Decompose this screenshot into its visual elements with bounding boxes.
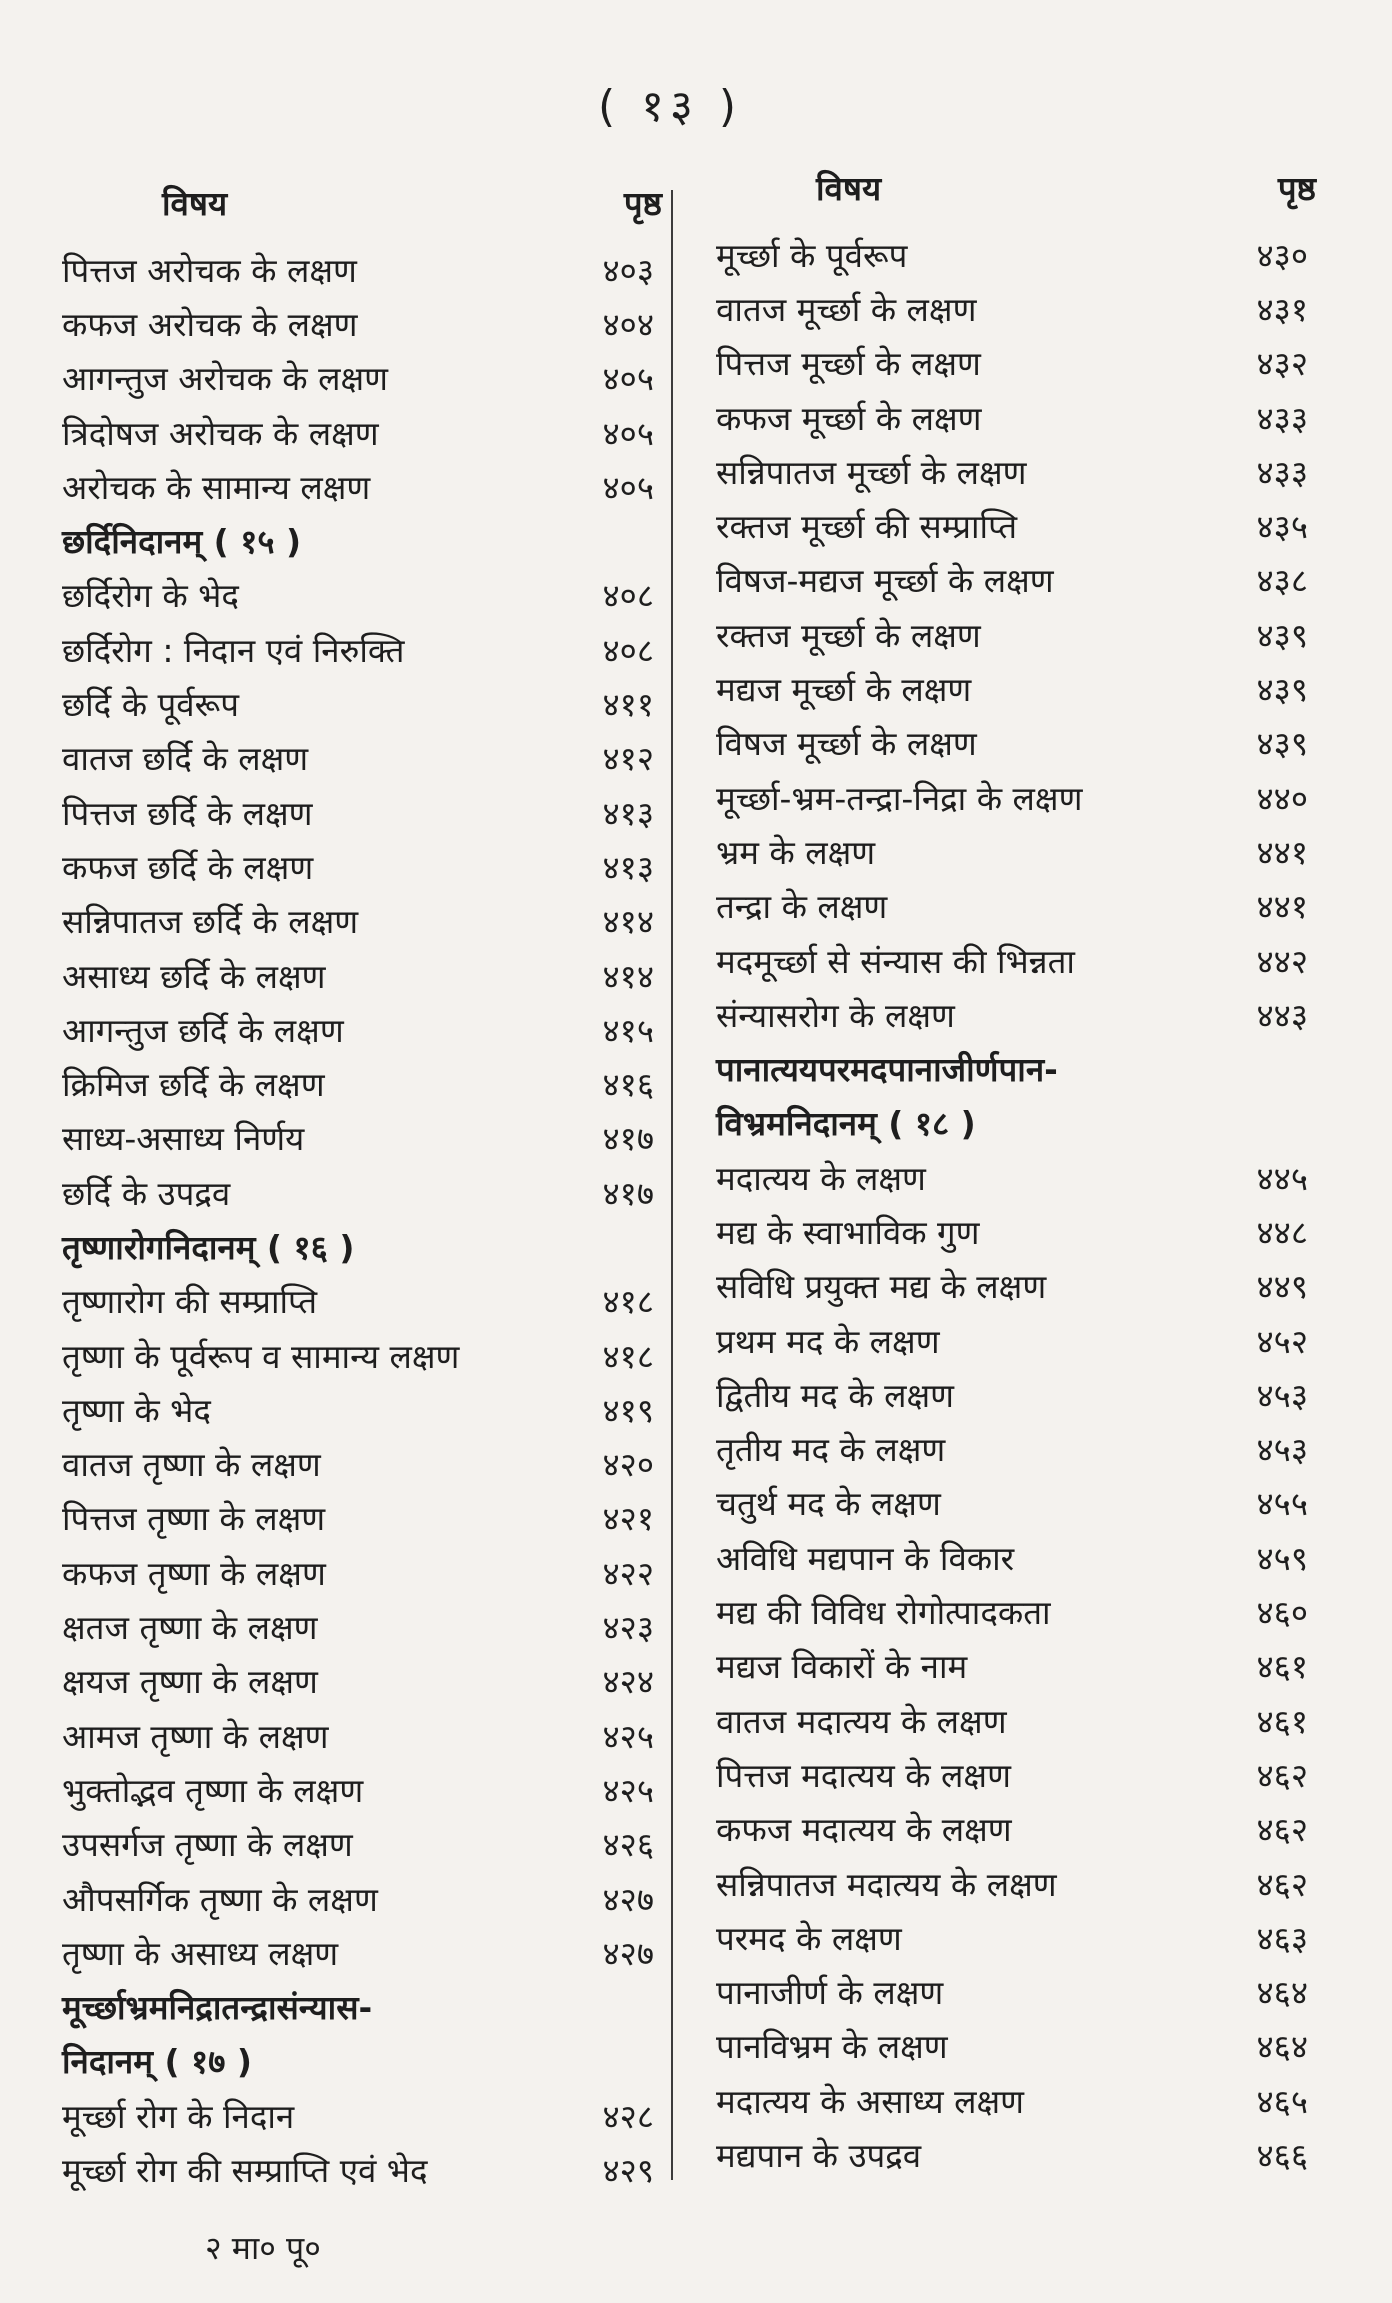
entry-page: ४२७ [602, 1879, 654, 1919]
entry-title: छर्दिरोग के भेद [62, 576, 239, 616]
entry-page: ४१५ [602, 1010, 654, 1050]
entry-title: सविधि प्रयुक्त मद्य के लक्षण [716, 1267, 1047, 1307]
toc-entry [716, 1747, 1316, 1801]
toc-entry [716, 1639, 1316, 1693]
entry-title: पित्तज अरोचक के लक्षण [62, 250, 357, 290]
entry-title: पित्तज मदात्यय के लक्षण [716, 1755, 1011, 1795]
entry-page: ४०५ [602, 467, 654, 507]
entry-page: ४४८ [1256, 1212, 1308, 1252]
entry-title: मद्य के स्वाभाविक गुण [716, 1212, 980, 1252]
entry-title: मूर्च्छा-भ्रम-तन्द्रा-निद्रा के लक्षण [716, 778, 1083, 818]
entry-page: ४६२ [1256, 1755, 1308, 1795]
entry-page: ४६६ [1256, 2136, 1308, 2176]
toc-entry [716, 716, 1316, 770]
entry-title: मूर्च्छा के पूर्वरूप [716, 235, 908, 275]
entry-title: पित्तज छर्दि के लक्षण [62, 793, 313, 833]
toc-entry [716, 498, 1316, 552]
toc-entry [716, 1150, 1316, 1204]
entry-title: छर्दिरोग : निदान एवं निरुक्ति [62, 630, 405, 670]
entry-page: ४३९ [1256, 615, 1308, 655]
toc-entry [62, 1165, 662, 1219]
entry-page: ४१८ [602, 1282, 654, 1322]
toc-entry [716, 336, 1316, 390]
entry-page: ४३१ [1256, 289, 1308, 329]
entry-title: सन्निपातज मूर्च्छा के लक्षण [716, 452, 1027, 492]
toc-entry [716, 1965, 1316, 2019]
entry-title: छर्दिनिदानम् ( १५ ) [62, 522, 302, 562]
entry-page: ४२१ [602, 1499, 654, 1539]
entry-page: ४१२ [602, 739, 654, 779]
entry-page: ४१३ [602, 847, 654, 887]
toc-entry [716, 390, 1316, 444]
entry-page: ४३९ [1256, 724, 1308, 764]
toc-entry [716, 444, 1316, 498]
entry-page: ४३३ [1256, 452, 1308, 492]
entry-page: ४४३ [1256, 995, 1308, 1035]
entry-title: त्रिदोषज अरोचक के लक्षण [62, 413, 379, 453]
entry-title: वातज छर्दि के लक्षण [62, 739, 309, 779]
entry-page: ४१७ [602, 1173, 654, 1213]
entry-page: ४१६ [602, 1065, 654, 1105]
entry-page: ४३९ [1256, 670, 1308, 710]
section-heading [62, 2034, 662, 2088]
toc-entry [716, 553, 1316, 607]
entry-page: ४१४ [602, 956, 654, 996]
entry-page: ४११ [602, 685, 654, 725]
section-heading [716, 1041, 1316, 1095]
entry-title: रक्तज मूर्च्छा के लक्षण [716, 615, 981, 655]
entry-page: ४२६ [602, 1825, 654, 1865]
entry-page: ४४१ [1256, 887, 1308, 927]
entry-page: ४१७ [602, 1119, 654, 1159]
entry-title: असाध्य छर्दि के लक्षण [62, 956, 326, 996]
entry-title: कफज अरोचक के लक्षण [62, 304, 358, 344]
entry-title: मद्यपान के उपद्रव [716, 2136, 922, 2176]
section-heading [62, 1980, 662, 2034]
entry-title: पानात्ययपरमदपानाजीर्णपान- [716, 1050, 1058, 1090]
entry-title: पित्तज मूर्च्छा के लक्षण [716, 344, 981, 384]
toc-entry [62, 948, 662, 1002]
entry-title: पानाजीर्ण के लक्षण [716, 1973, 944, 2013]
entry-page: ४२३ [602, 1608, 654, 1648]
entry-title: रक्तज मूर्च्छा की सम्प्राप्ति [716, 507, 1018, 547]
entry-title: सन्निपातज छर्दि के लक्षण [62, 902, 359, 942]
entry-title: कफज मूर्च्छा के लक्षण [716, 398, 982, 438]
entry-title: वातज तृष्णा के लक्षण [62, 1445, 321, 1485]
toc-entry [62, 731, 662, 785]
entry-page: ४०८ [602, 576, 654, 616]
toc-entry [716, 1856, 1316, 1910]
toc-entry [716, 933, 1316, 987]
entry-title: मूर्च्छाभ्रमनिद्रातन्द्रासंन्यास- [62, 1988, 373, 2028]
toc-entry [716, 1313, 1316, 1367]
entry-page: ४२५ [602, 1770, 654, 1810]
entry-page: ४६४ [1256, 1973, 1308, 2013]
entry-page: ४५३ [1256, 1430, 1308, 1470]
toc-entry [62, 1111, 662, 1165]
entry-title: साध्य-असाध्य निर्णय [62, 1119, 305, 1159]
entry-page: ४५३ [1256, 1375, 1308, 1415]
entry-title: भ्रम के लक्षण [716, 832, 876, 872]
entry-page: ४४९ [1256, 1267, 1308, 1307]
entry-title: तृष्णारोगनिदानम् ( १६ ) [62, 1227, 355, 1267]
entry-page: ४१८ [602, 1336, 654, 1376]
entry-page: ४०५ [602, 413, 654, 453]
toc-entry [62, 1382, 662, 1436]
toc-entry [62, 1817, 662, 1871]
entry-title: मद्यज विकारों के नाम [716, 1647, 968, 1687]
toc-entry [716, 2127, 1316, 2181]
entry-page: ४३३ [1256, 398, 1308, 438]
entry-title: वातज मूर्च्छा के लक्षण [716, 289, 977, 329]
toc-entry [62, 1871, 662, 1925]
entry-page: ४५२ [1256, 1321, 1308, 1361]
entry-title: संन्यासरोग के लक्षण [716, 995, 955, 1035]
right-column [716, 165, 1316, 2182]
toc-entry [716, 879, 1316, 933]
entry-title: कफज मदात्यय के लक्षण [716, 1810, 1012, 1850]
entry-title: अरोचक के सामान्य लक्षण [62, 467, 371, 507]
left-entries [62, 242, 662, 2197]
entry-page: ४१९ [602, 1390, 654, 1430]
toc-entry [716, 1530, 1316, 1584]
entry-page: ४०३ [602, 250, 654, 290]
toc-entry [62, 1599, 662, 1653]
entry-page: ४१३ [602, 793, 654, 833]
entry-page: ४२० [602, 1445, 654, 1485]
left-column-header [62, 180, 662, 242]
toc-entry [62, 2142, 662, 2196]
entry-title: मूर्च्छा रोग के निदान [62, 2096, 295, 2136]
toc-entry [62, 1925, 662, 1979]
entry-page: ४६५ [1256, 2081, 1308, 2121]
entry-page: ४०४ [602, 304, 654, 344]
toc-entry [62, 1545, 662, 1599]
section-heading [716, 1096, 1316, 1150]
entry-title: छर्दि के पूर्वरूप [62, 685, 240, 725]
entry-title: मदमूर्च्छा से संन्यास की भिन्नता [716, 941, 1075, 981]
toc-entry [716, 987, 1316, 1041]
entry-title: आगन्तुज अरोचक के लक्षण [62, 359, 389, 399]
entry-page: ४२५ [602, 1716, 654, 1756]
toc-entry [62, 2088, 662, 2142]
entry-title: तृष्णा के असाध्य लक्षण [62, 1933, 339, 1973]
column-divider [671, 190, 673, 2180]
entry-title: तृष्णारोग की सम्प्राप्ति [62, 1282, 318, 1322]
entry-page: ४४२ [1256, 941, 1308, 981]
toc-entry [716, 227, 1316, 281]
entry-title: मदात्यय के असाध्य लक्षण [716, 2081, 1024, 2121]
entry-page: ४४० [1256, 778, 1308, 818]
entry-page: ४६४ [1256, 2027, 1308, 2067]
page-heading: पृष्ठ [1277, 169, 1316, 208]
entry-title: मूर्च्छा रोग की सम्प्राप्ति एवं भेद [62, 2151, 428, 2191]
toc-entry [62, 894, 662, 948]
entry-page: ४३२ [1256, 344, 1308, 384]
entry-title: मद्य की विविध रोगोत्पादकता [716, 1593, 1051, 1633]
entry-title: परमद के लक्षण [716, 1918, 902, 1958]
entry-title: मद्यज मूर्च्छा के लक्षण [716, 670, 972, 710]
entry-page: ४६१ [1256, 1647, 1308, 1687]
entry-page: ४६२ [1256, 1810, 1308, 1850]
entry-title: निदानम् ( १७ ) [62, 2042, 252, 2082]
page-heading: पृष्ठ [623, 184, 662, 223]
entry-title: कफज तृष्णा के लक्षण [62, 1553, 326, 1593]
entry-page: ४६२ [1256, 1864, 1308, 1904]
entry-title: क्षयज तृष्णा के लक्षण [62, 1662, 318, 1702]
toc-entry [62, 1274, 662, 1328]
entry-title: आगन्तुज छर्दि के लक्षण [62, 1010, 344, 1050]
toc-entry [716, 1367, 1316, 1421]
toc-entry [716, 1693, 1316, 1747]
toc-entry [716, 607, 1316, 661]
toc-entry [716, 770, 1316, 824]
toc-entry [716, 824, 1316, 878]
entry-title: तृतीय मद के लक्षण [716, 1430, 946, 1470]
entry-title: औपसर्गिक तृष्णा के लक्षण [62, 1879, 378, 1919]
entry-page: ४४१ [1256, 832, 1308, 872]
entry-page: ४२८ [602, 2096, 654, 2136]
entry-title: तन्द्रा के लक्षण [716, 887, 888, 927]
entry-title: तृष्णा के पूर्वरूप व सामान्य लक्षण [62, 1336, 460, 1376]
entry-page: ४२७ [602, 1933, 654, 1973]
entry-page: ४२९ [602, 2151, 654, 2191]
entry-page: ४४५ [1256, 1158, 1308, 1198]
entry-page: ४३५ [1256, 507, 1308, 547]
toc-entry [716, 1476, 1316, 1530]
entry-title: भुक्तोद्भव तृष्णा के लक्षण [62, 1770, 364, 1810]
entry-title: क्षतज तृष्णा के लक्षण [62, 1608, 318, 1648]
toc-entry [62, 1762, 662, 1816]
entry-title: छर्दि के उपद्रव [62, 1173, 231, 1213]
right-column-header [716, 165, 1316, 227]
toc-entry [716, 1802, 1316, 1856]
toc-entry [62, 785, 662, 839]
toc-entry [62, 459, 662, 513]
entry-title: पानविभ्रम के लक्षण [716, 2027, 948, 2067]
entry-page: ४१४ [602, 902, 654, 942]
entry-title: आमज तृष्णा के लक्षण [62, 1716, 329, 1756]
entry-page: ४३८ [1256, 561, 1308, 601]
entry-page: ४०८ [602, 630, 654, 670]
toc-entry [62, 1328, 662, 1382]
toc-entry [716, 281, 1316, 335]
entry-title: सन्निपातज मदात्यय के लक्षण [716, 1864, 1057, 1904]
entry-title: अविधि मद्यपान के विकार [716, 1538, 1015, 1578]
section-heading [62, 513, 662, 567]
page-number: ( १३ ) [597, 81, 743, 132]
entry-title: उपसर्गज तृष्णा के लक्षण [62, 1825, 353, 1865]
entry-page: ४६१ [1256, 1701, 1308, 1741]
toc-entry [62, 296, 662, 350]
entry-title: कफज छर्दि के लक्षण [62, 847, 314, 887]
toc-entry [716, 2019, 1316, 2073]
toc-entry [716, 2073, 1316, 2127]
toc-entry [716, 1259, 1316, 1313]
entry-title: वातज मदात्यय के लक्षण [716, 1701, 1007, 1741]
toc-entry [62, 1708, 662, 1762]
entry-title: विषज मूर्च्छा के लक्षण [716, 724, 977, 764]
right-entries [716, 227, 1316, 2182]
entry-page: ४६३ [1256, 1918, 1308, 1958]
toc-entry [716, 661, 1316, 715]
toc-entry [62, 676, 662, 730]
entry-title: चतुर्थ मद के लक्षण [716, 1484, 941, 1524]
toc-entry [62, 1437, 662, 1491]
toc-entry [62, 622, 662, 676]
subject-heading: विषय [816, 169, 882, 208]
entry-page: ४२४ [602, 1662, 654, 1702]
entry-title: प्रथम मद के लक्षण [716, 1321, 940, 1361]
toc-entry [716, 1422, 1316, 1476]
toc-entry [62, 242, 662, 296]
toc-entry [62, 351, 662, 405]
entry-title: विभ्रमनिदानम् ( १८ ) [716, 1104, 976, 1144]
toc-entry [716, 1584, 1316, 1638]
entry-page: ४३० [1256, 235, 1308, 275]
entry-title: तृष्णा के भेद [62, 1390, 211, 1430]
section-heading [62, 1219, 662, 1273]
entry-page: ४०५ [602, 359, 654, 399]
toc-entry [62, 405, 662, 459]
entry-title: द्वितीय मद के लक्षण [716, 1375, 954, 1415]
entry-page: ४६० [1256, 1593, 1308, 1633]
entry-title: मदात्यय के लक्षण [716, 1158, 926, 1198]
subject-heading: विषय [162, 184, 228, 223]
toc-entry [62, 568, 662, 622]
entry-title: पित्तज तृष्णा के लक्षण [62, 1499, 326, 1539]
entry-title: विषज-मद्यज मूर्च्छा के लक्षण [716, 561, 1054, 601]
left-column [62, 180, 662, 2197]
toc-entry [62, 1002, 662, 1056]
toc-entry [716, 1910, 1316, 1964]
entry-page: ४५९ [1256, 1538, 1308, 1578]
toc-entry [62, 1491, 662, 1545]
entry-page: ४५५ [1256, 1484, 1308, 1524]
toc-entry [62, 1056, 662, 1110]
entry-title: क्रिमिज छर्दि के लक्षण [62, 1065, 325, 1105]
toc-entry [62, 839, 662, 893]
toc-entry [716, 1204, 1316, 1258]
footer-signature: २ मा० पू० [205, 2229, 321, 2267]
entry-page: ४२२ [602, 1553, 654, 1593]
toc-entry [62, 1654, 662, 1708]
